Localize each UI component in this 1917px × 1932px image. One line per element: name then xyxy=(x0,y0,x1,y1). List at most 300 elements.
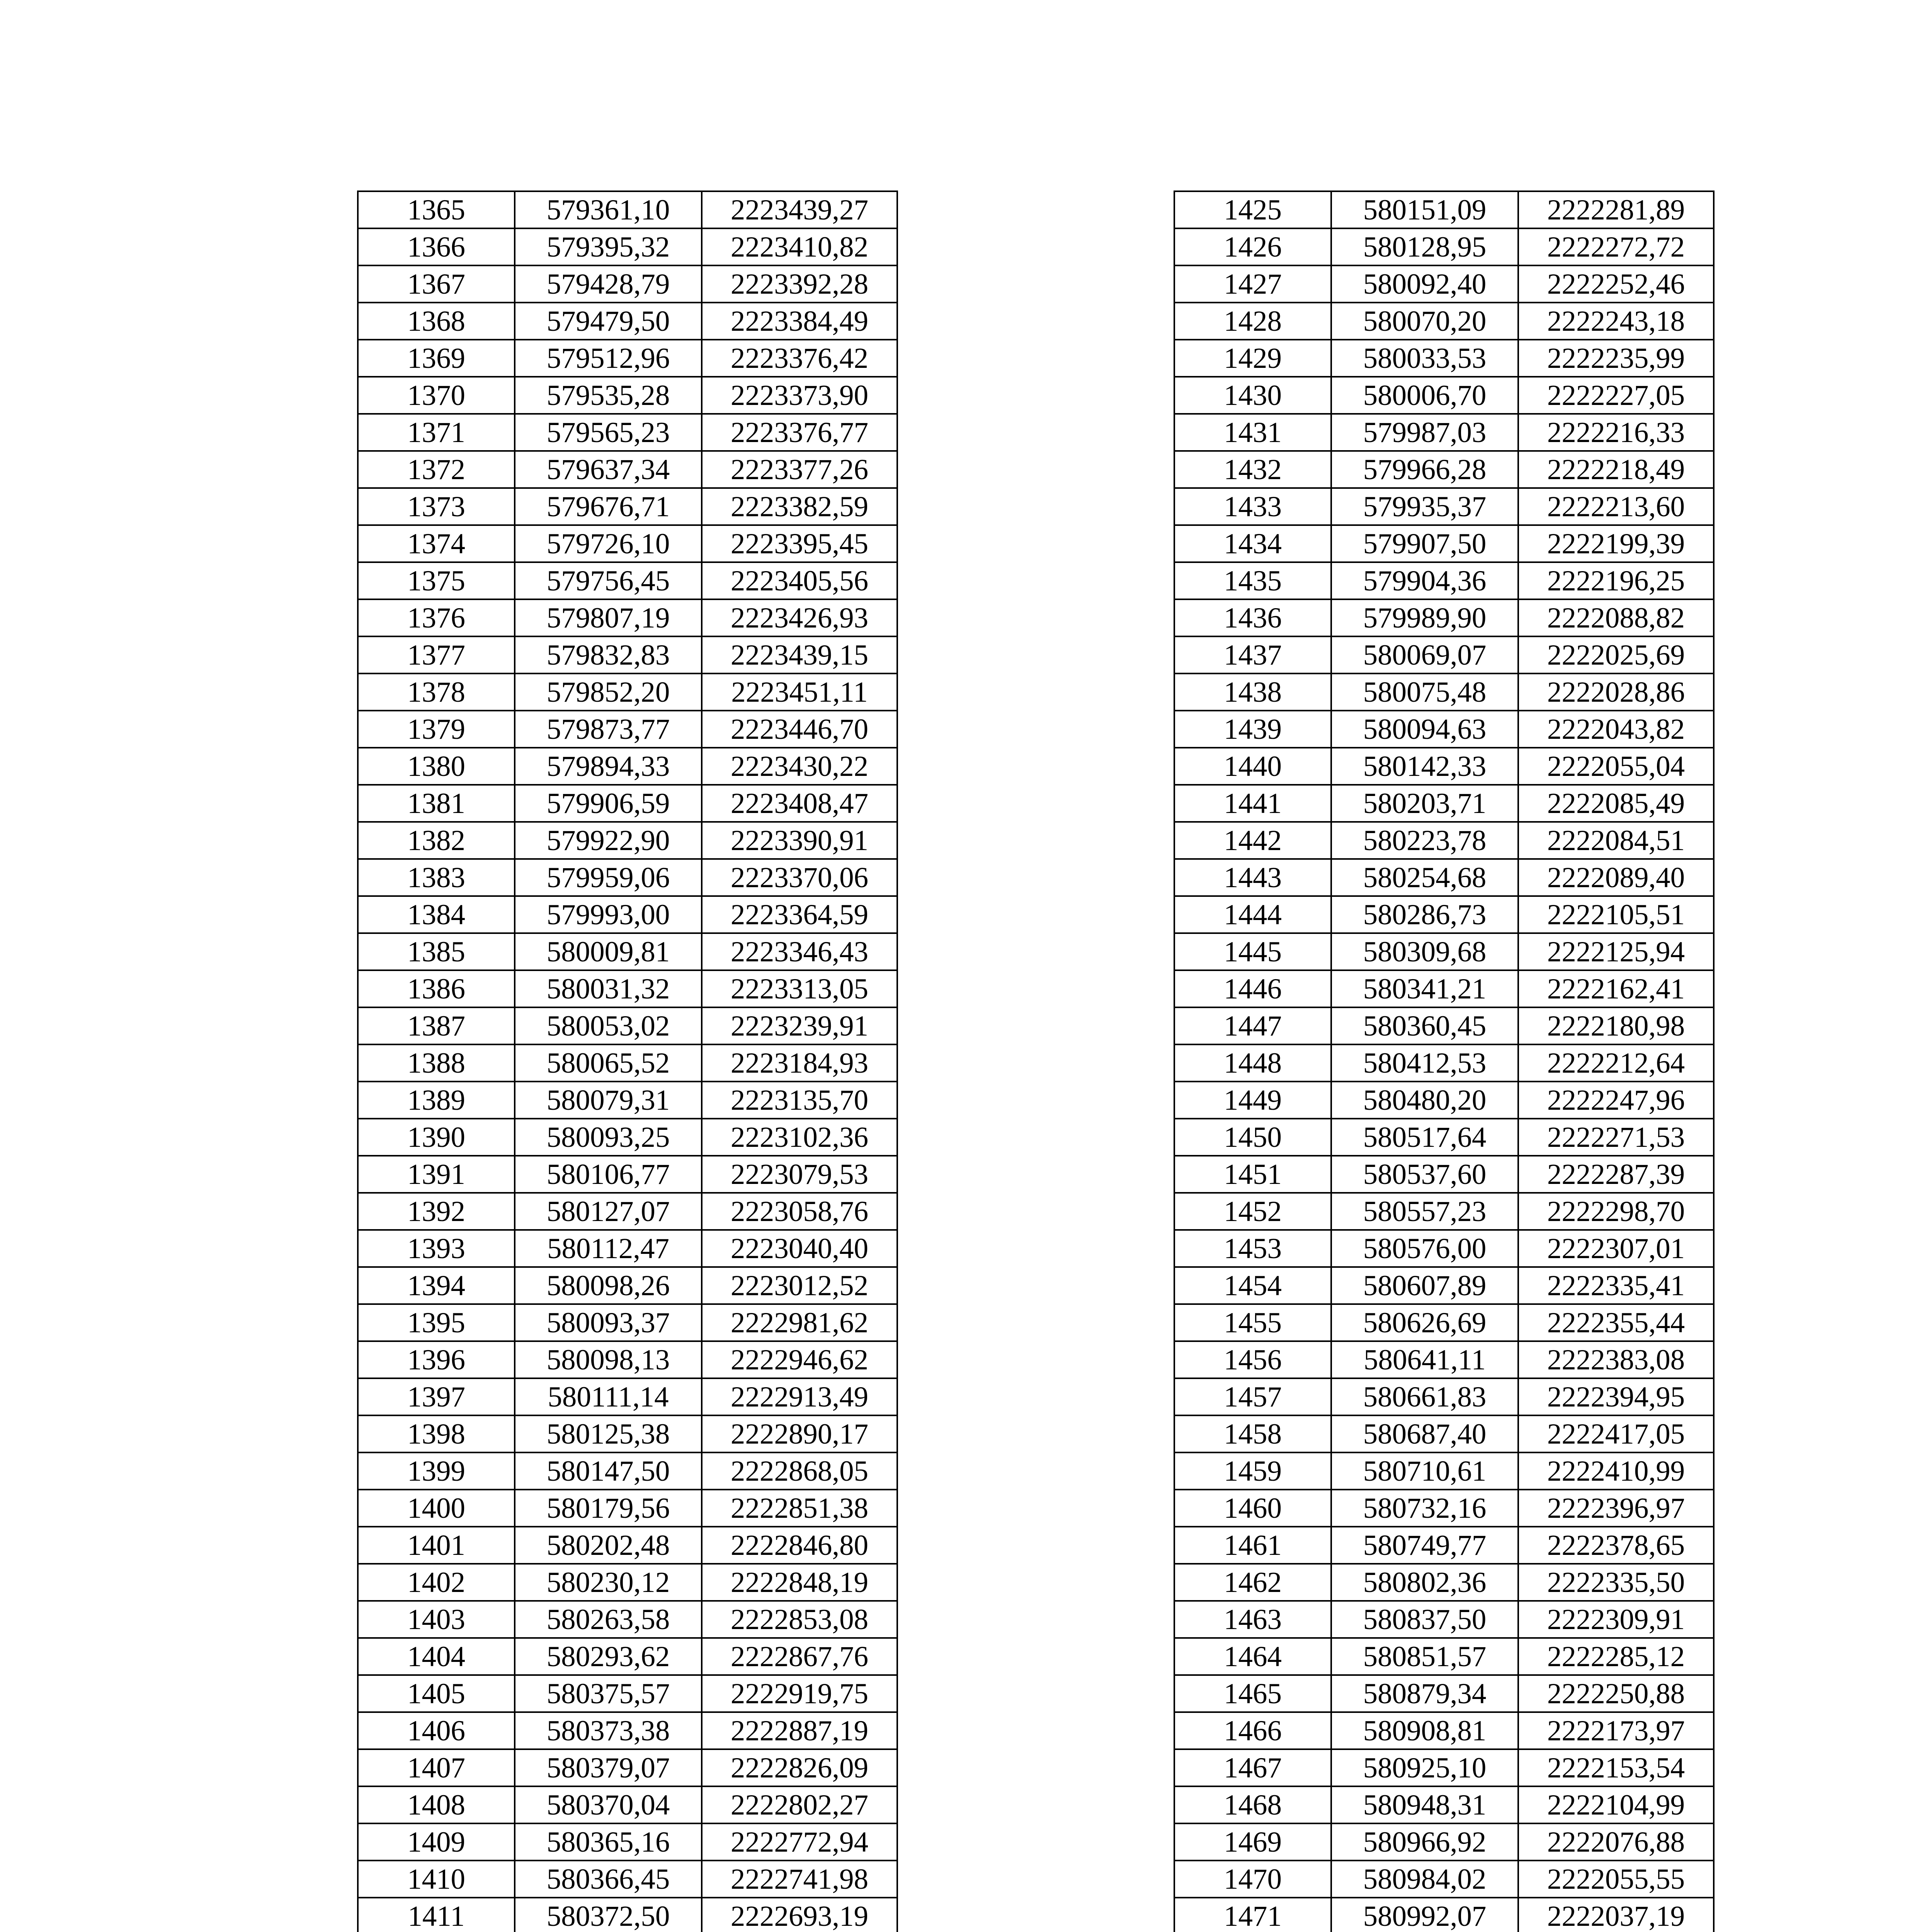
table-row xyxy=(358,1527,897,1564)
x-coordinate-cell: 580098,13 xyxy=(515,1341,702,1378)
x-coordinate-cell: 580203,71 xyxy=(1331,785,1518,822)
y-coordinate-cell: 2223040,40 xyxy=(702,1230,897,1267)
table-row xyxy=(1174,1082,1714,1119)
point-number-cell: 1427 xyxy=(1174,265,1331,303)
x-coordinate-cell: 580223,78 xyxy=(1331,822,1518,859)
table-row xyxy=(1174,896,1714,933)
point-number-cell: 1396 xyxy=(358,1341,515,1378)
x-coordinate-cell: 580837,50 xyxy=(1331,1601,1518,1638)
x-coordinate-cell: 580412,53 xyxy=(1331,1044,1518,1082)
x-coordinate-cell: 580111,14 xyxy=(515,1378,702,1415)
y-coordinate-cell: 2222104,99 xyxy=(1518,1786,1714,1823)
point-number-cell: 1367 xyxy=(358,265,515,303)
table-row xyxy=(1174,1304,1714,1341)
table-row xyxy=(358,970,897,1007)
point-number-cell: 1390 xyxy=(358,1119,515,1156)
table-row xyxy=(358,896,897,933)
point-number-cell: 1442 xyxy=(1174,822,1331,859)
point-number-cell: 1404 xyxy=(358,1638,515,1675)
table-row xyxy=(358,1675,897,1712)
y-coordinate-cell: 2222055,55 xyxy=(1518,1861,1714,1898)
table-row xyxy=(358,1638,897,1675)
y-coordinate-cell: 2222309,91 xyxy=(1518,1601,1714,1638)
table-row xyxy=(1174,1749,1714,1786)
x-coordinate-cell: 580372,50 xyxy=(515,1898,702,1932)
y-coordinate-cell: 2223376,42 xyxy=(702,340,897,377)
x-coordinate-cell: 580151,09 xyxy=(1331,191,1518,228)
y-coordinate-cell: 2222247,96 xyxy=(1518,1082,1714,1119)
table-row xyxy=(358,265,897,303)
y-coordinate-cell: 2222298,70 xyxy=(1518,1193,1714,1230)
x-coordinate-cell: 580379,07 xyxy=(515,1749,702,1786)
point-number-cell: 1465 xyxy=(1174,1675,1331,1712)
table-row xyxy=(358,1749,897,1786)
point-number-cell: 1386 xyxy=(358,970,515,1007)
table-row xyxy=(358,1193,897,1230)
table-row xyxy=(1174,1230,1714,1267)
y-coordinate-cell: 2223346,43 xyxy=(702,933,897,970)
y-coordinate-cell: 2222084,51 xyxy=(1518,822,1714,859)
table-row xyxy=(1174,414,1714,451)
y-coordinate-cell: 2223313,05 xyxy=(702,970,897,1007)
point-number-cell: 1373 xyxy=(358,488,515,525)
table-row xyxy=(358,1304,897,1341)
x-coordinate-cell: 580075,48 xyxy=(1331,673,1518,711)
point-number-cell: 1454 xyxy=(1174,1267,1331,1304)
x-coordinate-cell: 580687,40 xyxy=(1331,1415,1518,1452)
table-row xyxy=(1174,785,1714,822)
x-coordinate-cell: 580202,48 xyxy=(515,1527,702,1564)
table-row xyxy=(358,1601,897,1638)
point-number-cell: 1456 xyxy=(1174,1341,1331,1378)
point-number-cell: 1459 xyxy=(1174,1452,1331,1490)
point-number-cell: 1452 xyxy=(1174,1193,1331,1230)
x-coordinate-cell: 580802,36 xyxy=(1331,1564,1518,1601)
y-coordinate-cell: 2222868,05 xyxy=(702,1452,897,1490)
y-coordinate-cell: 2223382,59 xyxy=(702,488,897,525)
x-coordinate-cell: 579904,36 xyxy=(1331,562,1518,599)
point-number-cell: 1394 xyxy=(358,1267,515,1304)
y-coordinate-cell: 2222848,19 xyxy=(702,1564,897,1601)
y-coordinate-cell: 2222212,64 xyxy=(1518,1044,1714,1082)
table-row xyxy=(358,525,897,562)
table-row xyxy=(1174,1712,1714,1749)
point-number-cell: 1436 xyxy=(1174,599,1331,636)
x-coordinate-cell: 580341,21 xyxy=(1331,970,1518,1007)
y-coordinate-cell: 2223408,47 xyxy=(702,785,897,822)
x-coordinate-cell: 579989,90 xyxy=(1331,599,1518,636)
y-coordinate-cell: 2223405,56 xyxy=(702,562,897,599)
point-number-cell: 1393 xyxy=(358,1230,515,1267)
y-coordinate-cell: 2222076,88 xyxy=(1518,1823,1714,1861)
table-row xyxy=(1174,1267,1714,1304)
y-coordinate-cell: 2223102,36 xyxy=(702,1119,897,1156)
y-coordinate-cell: 2223439,15 xyxy=(702,636,897,673)
x-coordinate-cell: 579807,19 xyxy=(515,599,702,636)
x-coordinate-cell: 580094,63 xyxy=(1331,711,1518,748)
y-coordinate-cell: 2222741,98 xyxy=(702,1861,897,1898)
x-coordinate-cell: 580925,10 xyxy=(1331,1749,1518,1786)
table-row xyxy=(1174,1193,1714,1230)
y-coordinate-cell: 2222394,95 xyxy=(1518,1378,1714,1415)
y-coordinate-cell: 2222216,33 xyxy=(1518,414,1714,451)
point-number-cell: 1388 xyxy=(358,1044,515,1082)
x-coordinate-cell: 580607,89 xyxy=(1331,1267,1518,1304)
table-row xyxy=(1174,1007,1714,1044)
point-number-cell: 1446 xyxy=(1174,970,1331,1007)
y-coordinate-cell: 2222307,01 xyxy=(1518,1230,1714,1267)
point-number-cell: 1438 xyxy=(1174,673,1331,711)
y-coordinate-cell: 2222772,94 xyxy=(702,1823,897,1861)
y-coordinate-cell: 2222088,82 xyxy=(1518,599,1714,636)
table-row xyxy=(358,711,897,748)
table-row xyxy=(1174,673,1714,711)
point-number-cell: 1391 xyxy=(358,1156,515,1193)
table-row xyxy=(1174,265,1714,303)
y-coordinate-cell: 2222162,41 xyxy=(1518,970,1714,1007)
x-coordinate-cell: 579479,50 xyxy=(515,303,702,340)
point-number-cell: 1403 xyxy=(358,1601,515,1638)
table-row xyxy=(358,1341,897,1378)
point-number-cell: 1451 xyxy=(1174,1156,1331,1193)
x-coordinate-cell: 580093,37 xyxy=(515,1304,702,1341)
point-number-cell: 1453 xyxy=(1174,1230,1331,1267)
y-coordinate-cell: 2222826,09 xyxy=(702,1749,897,1786)
point-number-cell: 1377 xyxy=(358,636,515,673)
y-coordinate-cell: 2222227,05 xyxy=(1518,377,1714,414)
y-coordinate-cell: 2222383,08 xyxy=(1518,1341,1714,1378)
table-row xyxy=(1174,1378,1714,1415)
x-coordinate-cell: 580006,70 xyxy=(1331,377,1518,414)
point-number-cell: 1426 xyxy=(1174,228,1331,265)
y-coordinate-cell: 2222037,19 xyxy=(1518,1898,1714,1932)
point-number-cell: 1469 xyxy=(1174,1823,1331,1861)
point-number-cell: 1447 xyxy=(1174,1007,1331,1044)
point-number-cell: 1405 xyxy=(358,1675,515,1712)
table-row xyxy=(1174,1415,1714,1452)
x-coordinate-cell: 580125,38 xyxy=(515,1415,702,1452)
y-coordinate-cell: 2222025,69 xyxy=(1518,636,1714,673)
point-number-cell: 1379 xyxy=(358,711,515,748)
x-coordinate-cell: 580009,81 xyxy=(515,933,702,970)
x-coordinate-cell: 580127,07 xyxy=(515,1193,702,1230)
x-coordinate-cell: 580851,57 xyxy=(1331,1638,1518,1675)
x-coordinate-cell: 579676,71 xyxy=(515,488,702,525)
point-number-cell: 1443 xyxy=(1174,859,1331,896)
x-coordinate-cell: 580375,57 xyxy=(515,1675,702,1712)
y-coordinate-cell: 2222250,88 xyxy=(1518,1675,1714,1712)
point-number-cell: 1368 xyxy=(358,303,515,340)
x-coordinate-cell: 579565,23 xyxy=(515,414,702,451)
y-coordinate-cell: 2222887,19 xyxy=(702,1712,897,1749)
point-number-cell: 1372 xyxy=(358,451,515,488)
table-row xyxy=(1174,1527,1714,1564)
point-number-cell: 1464 xyxy=(1174,1638,1331,1675)
y-coordinate-cell: 2223058,76 xyxy=(702,1193,897,1230)
point-number-cell: 1461 xyxy=(1174,1527,1331,1564)
x-coordinate-cell: 579922,90 xyxy=(515,822,702,859)
y-coordinate-cell: 2223410,82 xyxy=(702,228,897,265)
x-coordinate-cell: 580365,16 xyxy=(515,1823,702,1861)
point-number-cell: 1411 xyxy=(358,1898,515,1932)
point-number-cell: 1432 xyxy=(1174,451,1331,488)
point-number-cell: 1434 xyxy=(1174,525,1331,562)
table-row xyxy=(358,1230,897,1267)
point-number-cell: 1371 xyxy=(358,414,515,451)
table-row xyxy=(1174,1675,1714,1712)
y-coordinate-cell: 2222853,08 xyxy=(702,1601,897,1638)
table-row xyxy=(1174,1823,1714,1861)
table-row xyxy=(1174,228,1714,265)
y-coordinate-cell: 2222252,46 xyxy=(1518,265,1714,303)
point-number-cell: 1385 xyxy=(358,933,515,970)
table-row xyxy=(1174,488,1714,525)
x-coordinate-cell: 579726,10 xyxy=(515,525,702,562)
point-number-cell: 1468 xyxy=(1174,1786,1331,1823)
table-row xyxy=(1174,451,1714,488)
table-row xyxy=(358,1452,897,1490)
table-row xyxy=(358,451,897,488)
point-number-cell: 1450 xyxy=(1174,1119,1331,1156)
x-coordinate-cell: 580112,47 xyxy=(515,1230,702,1267)
x-coordinate-cell: 579637,34 xyxy=(515,451,702,488)
point-number-cell: 1370 xyxy=(358,377,515,414)
point-number-cell: 1439 xyxy=(1174,711,1331,748)
y-coordinate-cell: 2222946,62 xyxy=(702,1341,897,1378)
point-number-cell: 1445 xyxy=(1174,933,1331,970)
table-row xyxy=(358,414,897,451)
table-row xyxy=(1174,1898,1714,1932)
y-coordinate-cell: 2222981,62 xyxy=(702,1304,897,1341)
point-number-cell: 1431 xyxy=(1174,414,1331,451)
table-row xyxy=(358,1712,897,1749)
y-coordinate-cell: 2222913,49 xyxy=(702,1378,897,1415)
table-row xyxy=(1174,822,1714,859)
y-coordinate-cell: 2222890,17 xyxy=(702,1415,897,1452)
table-row xyxy=(358,1007,897,1044)
point-number-cell: 1399 xyxy=(358,1452,515,1490)
y-coordinate-cell: 2222693,19 xyxy=(702,1898,897,1932)
x-coordinate-cell: 580732,16 xyxy=(1331,1490,1518,1527)
point-number-cell: 1375 xyxy=(358,562,515,599)
y-coordinate-cell: 2223446,70 xyxy=(702,711,897,748)
table-row xyxy=(358,1415,897,1452)
y-coordinate-cell: 2222867,76 xyxy=(702,1638,897,1675)
x-coordinate-cell: 580147,50 xyxy=(515,1452,702,1490)
table-row xyxy=(1174,859,1714,896)
point-number-cell: 1387 xyxy=(358,1007,515,1044)
table-row xyxy=(358,1156,897,1193)
x-coordinate-cell: 579756,45 xyxy=(515,562,702,599)
x-coordinate-cell: 580179,56 xyxy=(515,1490,702,1527)
point-number-cell: 1441 xyxy=(1174,785,1331,822)
point-number-cell: 1395 xyxy=(358,1304,515,1341)
x-coordinate-cell: 579512,96 xyxy=(515,340,702,377)
table-row xyxy=(358,1490,897,1527)
y-coordinate-cell: 2222287,39 xyxy=(1518,1156,1714,1193)
y-coordinate-cell: 2222173,97 xyxy=(1518,1712,1714,1749)
table-row xyxy=(358,748,897,785)
point-number-cell: 1429 xyxy=(1174,340,1331,377)
table-row xyxy=(358,303,897,340)
point-number-cell: 1435 xyxy=(1174,562,1331,599)
x-coordinate-cell: 580517,64 xyxy=(1331,1119,1518,1156)
point-number-cell: 1410 xyxy=(358,1861,515,1898)
y-coordinate-cell: 2223439,27 xyxy=(702,191,897,228)
coordinates-table-left xyxy=(357,190,898,1932)
table-row xyxy=(1174,1638,1714,1675)
y-coordinate-cell: 2223451,11 xyxy=(702,673,897,711)
x-coordinate-cell: 580366,45 xyxy=(515,1861,702,1898)
table-row xyxy=(358,377,897,414)
y-coordinate-cell: 2223426,93 xyxy=(702,599,897,636)
x-coordinate-cell: 579873,77 xyxy=(515,711,702,748)
point-number-cell: 1382 xyxy=(358,822,515,859)
point-number-cell: 1392 xyxy=(358,1193,515,1230)
y-coordinate-cell: 2222335,41 xyxy=(1518,1267,1714,1304)
table-row xyxy=(1174,748,1714,785)
x-coordinate-cell: 580033,53 xyxy=(1331,340,1518,377)
table-row xyxy=(358,1378,897,1415)
point-number-cell: 1398 xyxy=(358,1415,515,1452)
table-row xyxy=(1174,1786,1714,1823)
point-number-cell: 1397 xyxy=(358,1378,515,1415)
point-number-cell: 1463 xyxy=(1174,1601,1331,1638)
y-coordinate-cell: 2223079,53 xyxy=(702,1156,897,1193)
table-row xyxy=(358,1044,897,1082)
table-row xyxy=(358,859,897,896)
y-coordinate-cell: 2223430,22 xyxy=(702,748,897,785)
table-row xyxy=(358,673,897,711)
point-number-cell: 1440 xyxy=(1174,748,1331,785)
point-number-cell: 1458 xyxy=(1174,1415,1331,1452)
table-row xyxy=(358,488,897,525)
point-number-cell: 1466 xyxy=(1174,1712,1331,1749)
table-row xyxy=(358,822,897,859)
x-coordinate-cell: 580142,33 xyxy=(1331,748,1518,785)
table-row xyxy=(1174,970,1714,1007)
x-coordinate-cell: 580053,02 xyxy=(515,1007,702,1044)
x-coordinate-cell: 580749,77 xyxy=(1331,1527,1518,1564)
x-coordinate-cell: 580626,69 xyxy=(1331,1304,1518,1341)
x-coordinate-cell: 580293,62 xyxy=(515,1638,702,1675)
point-number-cell: 1381 xyxy=(358,785,515,822)
point-number-cell: 1366 xyxy=(358,228,515,265)
y-coordinate-cell: 2222271,53 xyxy=(1518,1119,1714,1156)
table-row xyxy=(358,1898,897,1932)
table-row xyxy=(358,1119,897,1156)
table-row xyxy=(358,933,897,970)
y-coordinate-cell: 2223384,49 xyxy=(702,303,897,340)
point-number-cell: 1378 xyxy=(358,673,515,711)
x-coordinate-cell: 580984,02 xyxy=(1331,1861,1518,1898)
y-coordinate-cell: 2222213,60 xyxy=(1518,488,1714,525)
x-coordinate-cell: 579428,79 xyxy=(515,265,702,303)
point-number-cell: 1380 xyxy=(358,748,515,785)
point-number-cell: 1428 xyxy=(1174,303,1331,340)
y-coordinate-cell: 2223370,06 xyxy=(702,859,897,896)
point-number-cell: 1471 xyxy=(1174,1898,1331,1932)
y-coordinate-cell: 2222846,80 xyxy=(702,1527,897,1564)
table-row xyxy=(1174,1490,1714,1527)
y-coordinate-cell: 2223390,91 xyxy=(702,822,897,859)
x-coordinate-cell: 580879,34 xyxy=(1331,1675,1518,1712)
table-row xyxy=(358,636,897,673)
x-coordinate-cell: 580537,60 xyxy=(1331,1156,1518,1193)
y-coordinate-cell: 2222199,39 xyxy=(1518,525,1714,562)
x-coordinate-cell: 580557,23 xyxy=(1331,1193,1518,1230)
x-coordinate-cell: 579832,83 xyxy=(515,636,702,673)
point-number-cell: 1425 xyxy=(1174,191,1331,228)
point-number-cell: 1462 xyxy=(1174,1564,1331,1601)
x-coordinate-cell: 580069,07 xyxy=(1331,636,1518,673)
x-coordinate-cell: 580576,00 xyxy=(1331,1230,1518,1267)
table-row xyxy=(1174,1861,1714,1898)
y-coordinate-cell: 2223135,70 xyxy=(702,1082,897,1119)
x-coordinate-cell: 580070,20 xyxy=(1331,303,1518,340)
table-row xyxy=(1174,1452,1714,1490)
x-coordinate-cell: 579935,37 xyxy=(1331,488,1518,525)
y-coordinate-cell: 2222085,49 xyxy=(1518,785,1714,822)
y-coordinate-cell: 2223376,77 xyxy=(702,414,897,451)
y-coordinate-cell: 2223395,45 xyxy=(702,525,897,562)
x-coordinate-cell: 580966,92 xyxy=(1331,1823,1518,1861)
table-row xyxy=(1174,599,1714,636)
x-coordinate-cell: 580092,40 xyxy=(1331,265,1518,303)
y-coordinate-cell: 2223377,26 xyxy=(702,451,897,488)
x-coordinate-cell: 579395,32 xyxy=(515,228,702,265)
table-row xyxy=(1174,303,1714,340)
y-coordinate-cell: 2222043,82 xyxy=(1518,711,1714,748)
y-coordinate-cell: 2222089,40 xyxy=(1518,859,1714,896)
x-coordinate-cell: 579959,06 xyxy=(515,859,702,896)
point-number-cell: 1369 xyxy=(358,340,515,377)
y-coordinate-cell: 2222196,25 xyxy=(1518,562,1714,599)
x-coordinate-cell: 580286,73 xyxy=(1331,896,1518,933)
y-coordinate-cell: 2222396,97 xyxy=(1518,1490,1714,1527)
point-number-cell: 1430 xyxy=(1174,377,1331,414)
table-row xyxy=(1174,1044,1714,1082)
y-coordinate-cell: 2222218,49 xyxy=(1518,451,1714,488)
y-coordinate-cell: 2222105,51 xyxy=(1518,896,1714,933)
x-coordinate-cell: 579987,03 xyxy=(1331,414,1518,451)
point-number-cell: 1384 xyxy=(358,896,515,933)
point-number-cell: 1402 xyxy=(358,1564,515,1601)
table-row xyxy=(1174,1119,1714,1156)
x-coordinate-cell: 579993,00 xyxy=(515,896,702,933)
x-coordinate-cell: 579966,28 xyxy=(1331,451,1518,488)
y-coordinate-cell: 2222417,05 xyxy=(1518,1415,1714,1452)
point-number-cell: 1444 xyxy=(1174,896,1331,933)
y-coordinate-cell: 2222335,50 xyxy=(1518,1564,1714,1601)
x-coordinate-cell: 580641,11 xyxy=(1331,1341,1518,1378)
table-row xyxy=(1174,525,1714,562)
x-coordinate-cell: 580098,26 xyxy=(515,1267,702,1304)
table-row xyxy=(358,1786,897,1823)
y-coordinate-cell: 2223392,28 xyxy=(702,265,897,303)
y-coordinate-cell: 2222028,86 xyxy=(1518,673,1714,711)
y-coordinate-cell: 2223239,91 xyxy=(702,1007,897,1044)
point-number-cell: 1448 xyxy=(1174,1044,1331,1082)
x-coordinate-cell: 579361,10 xyxy=(515,191,702,228)
table-row xyxy=(1174,933,1714,970)
point-number-cell: 1383 xyxy=(358,859,515,896)
table-row xyxy=(1174,636,1714,673)
table-row xyxy=(1174,1564,1714,1601)
x-coordinate-cell: 580230,12 xyxy=(515,1564,702,1601)
y-coordinate-cell: 2222272,72 xyxy=(1518,228,1714,265)
table-row xyxy=(358,1267,897,1304)
